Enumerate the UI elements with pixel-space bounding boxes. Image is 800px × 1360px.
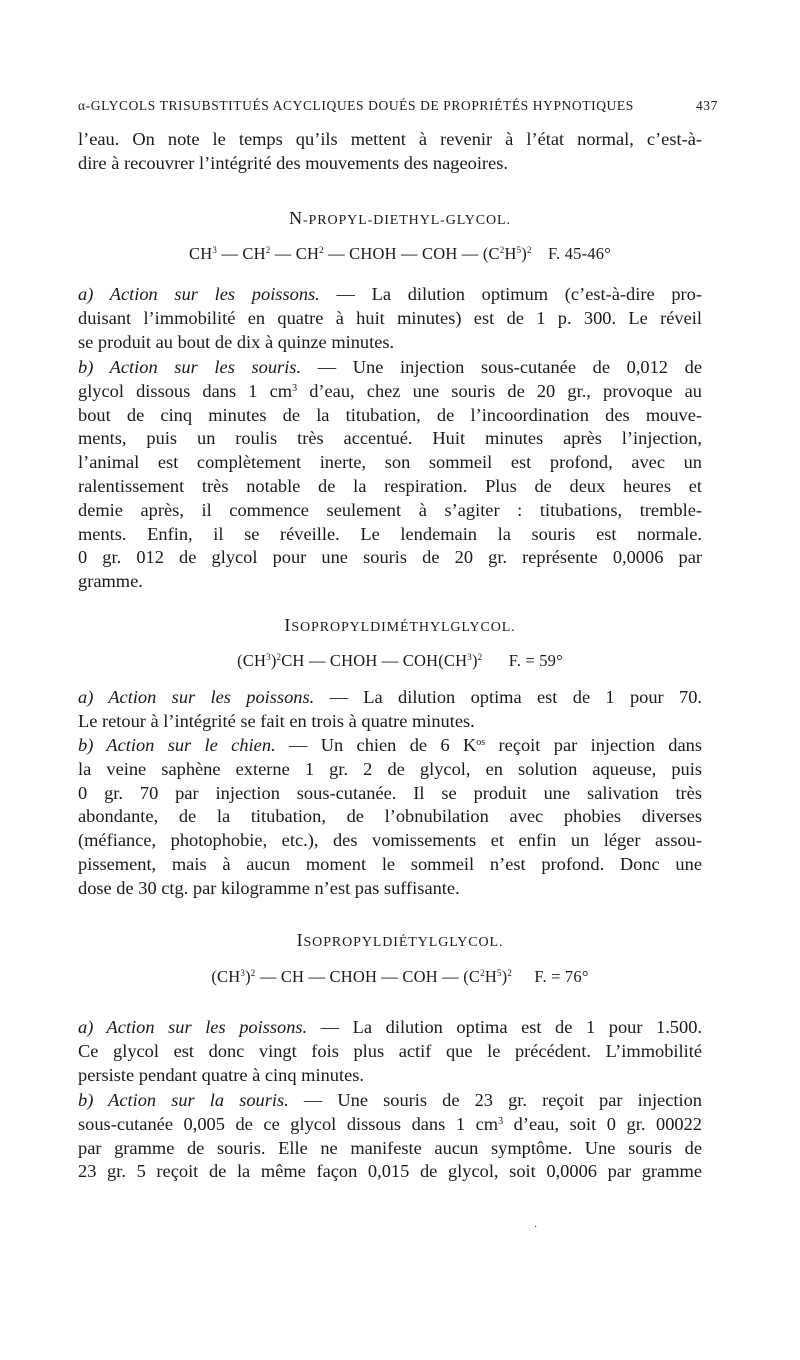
paragraph-fish-action-2	[78, 686, 702, 734]
heading-initial: I	[284, 615, 292, 635]
melting-point: F. = 59°	[508, 651, 563, 670]
paragraph-label: a) Action sur les poissons.	[78, 284, 320, 304]
formula-part: (CH	[237, 651, 267, 670]
heading-initial: N	[289, 208, 303, 228]
formula-isopropyldietylglycol	[0, 967, 800, 987]
superscript: os	[476, 737, 486, 748]
text-line: duisant l’immobilité en quatre à huit minutes) est de 1 p. 300. Le réveil	[78, 307, 702, 328]
formula-part: )	[471, 651, 478, 670]
intro-paragraph	[78, 128, 702, 176]
paragraph-mouse-action-3	[78, 1089, 702, 1184]
melting-point: F. 45-46°	[548, 244, 611, 263]
text-span: — La dilution optima est de 1 pour 1.500.	[307, 1017, 702, 1037]
text-line	[78, 356, 702, 380]
paragraph-mouse-action-1	[78, 356, 702, 594]
text-line	[78, 1089, 702, 1113]
superscript: 3	[498, 1115, 504, 1127]
paragraph-fish-action-1	[78, 283, 702, 354]
formula-n-propyl-diethyl-glycol	[0, 244, 800, 264]
print-speck: ·	[534, 1222, 538, 1233]
formula-sup: 3	[240, 968, 246, 978]
formula-sup: 5	[516, 245, 522, 255]
text-line: se produit au bout de dix à quinze minutes.	[78, 331, 395, 352]
formula-part: )	[501, 967, 508, 986]
text-line: dose de 30 ctg. par kilogramme n’est pas suffisante.	[78, 877, 460, 898]
formula-part: )	[245, 967, 251, 986]
text-line: gramme.	[78, 571, 143, 592]
paragraph-label: b) Action sur la souris.	[78, 1090, 289, 1110]
text-span: glycol dissous dans 1 cm	[78, 380, 293, 401]
formula-sup: 3	[467, 652, 472, 662]
text-span: — Une injection sous-cutanée de 0,012 de	[301, 357, 702, 377]
text-line: Ce glycol est donc vingt fois plus actif que le précédent. L’immobilité	[78, 1040, 702, 1061]
text-span: — La dilution optimum (c’est-à-dire pro-	[319, 284, 703, 304]
text-line: bout de cinq minutes de la titubation, de l’incoordination des mouve-	[78, 404, 702, 425]
formula-sup: 2	[526, 245, 532, 255]
formula-sup: 2	[250, 968, 256, 978]
text-line: dire à recouvrer l’intégrité des mouvements des nageoires.	[78, 152, 508, 173]
text-span: reçoit par injection dans	[485, 735, 703, 755]
text-line: ments, puis un roulis très accentué. Huit minutes après l’injection,	[78, 428, 702, 449]
text-line: Le retour à l’intégrité se fait en trois à quatre minutes.	[78, 710, 475, 731]
formula-sup: 2	[319, 245, 324, 255]
paragraph-dog-action	[78, 734, 702, 901]
melting-point: F. = 76°	[534, 967, 589, 986]
text-line: (méfiance, photophobie, etc.), des vomissements et enfin un léger assou-	[78, 830, 702, 851]
text-line: ments. Enfin, il se réveille. Le lendemain la souris est normale.	[78, 523, 702, 544]
text-line: abondante, de la titubation, de l’obnubilation avec phobies diverses	[78, 806, 702, 827]
section-heading-n-propyl-diethyl-glycol	[0, 208, 800, 229]
text-line: l’eau. On note le temps qu’ils mettent à revenir à l’état normal, c’est-à-	[78, 129, 702, 149]
formula-part: CH — CHOH — COH(CH	[281, 651, 468, 670]
text-span: — Une souris de 23 gr. reçoit par injection	[288, 1090, 702, 1110]
formula-sup: 2	[477, 652, 483, 662]
paragraph-label: a) Action sur les poissons.	[78, 1017, 308, 1037]
formula-sup: 2	[480, 968, 485, 978]
formula-part: — CH	[270, 244, 320, 263]
text-line: 23 gr. 5 reçoit de la même façon 0,015 de glycol, soit 0,0006 par gramme	[78, 1161, 702, 1182]
formula-sup: 2	[507, 968, 513, 978]
text-line	[78, 1113, 702, 1137]
formula-part: CH	[189, 244, 213, 263]
heading-rest: -PROPYL-DIETHYL-GLYCOL.	[303, 213, 511, 228]
page-number: 437	[695, 98, 718, 113]
section-heading-isopropyldimethylglycol	[0, 615, 800, 636]
text-line	[78, 380, 702, 404]
text-line	[78, 1016, 702, 1040]
formula-sup: 2	[499, 245, 505, 255]
section-heading-isopropyldietylglycol	[0, 930, 800, 951]
text-span: d’eau, soit 0 gr. 00022	[503, 1113, 702, 1134]
text-line	[78, 734, 702, 758]
formula-sup: 2	[276, 652, 282, 662]
text-line: 0 gr. 012 de glycol pour une souris de 20 gr. représente 0,0006 par	[78, 547, 702, 568]
text-line	[78, 283, 702, 307]
formula-sup: 3	[266, 652, 271, 662]
paragraph-label: a) Action sur les poissons.	[78, 687, 315, 707]
paragraph-label: b) Action sur le chien.	[78, 735, 276, 755]
heading-rest: SOPROPYLDIMÉTHYLGLYCOL.	[291, 620, 516, 635]
paragraph-fish-action-3	[78, 1016, 702, 1087]
text-span: d’eau, chez une souris de 20 gr., provoque au	[297, 380, 702, 401]
text-line: pissement, mais à aucun moment le sommeil n’est profond. Donc une	[78, 853, 702, 874]
superscript: 3	[292, 382, 298, 394]
formula-sup: 5	[496, 968, 502, 978]
running-head	[78, 98, 718, 114]
formula-sup: 2	[265, 245, 271, 255]
running-head-title: α-GLYCOLS TRISUBSTITUÉS ACYCLIQUES DOUÉS DE PROPRIÉTÉS HYPNOTIQUES	[78, 98, 634, 113]
text-line	[78, 686, 702, 710]
formula-part: — CH	[217, 244, 266, 263]
heading-initial: I	[296, 930, 304, 950]
formula-part: (CH	[211, 967, 241, 986]
text-line: par gramme de souris. Elle ne manifeste aucun symptôme. Une souris de	[78, 1137, 702, 1158]
text-line: ralentissement très notable de la respiration. Plus de deux heures et	[78, 475, 702, 496]
text-line: 0 gr. 70 par injection sous-cutanée. Il se produit une salivation très	[78, 782, 702, 803]
paragraph-label: b) Action sur les souris.	[78, 357, 302, 377]
text-span: sous-cutanée 0,005 de ce glycol dissous dans 1 cm	[78, 1113, 499, 1134]
text-span: — Un chien de 6 K	[275, 735, 477, 755]
formula-part: )	[521, 244, 527, 263]
formula-sup: 3	[212, 245, 218, 255]
formula-part: H	[484, 967, 497, 986]
text-line: l’animal est complètement inerte, son sommeil est profond, avec un	[78, 452, 702, 473]
text-line: la veine saphène externe 1 gr. 2 de glycol, en solution aqueuse, puis	[78, 758, 702, 779]
formula-part: H	[504, 244, 517, 263]
formula-part: )	[270, 651, 277, 670]
formula-isopropyldimethylglycol	[0, 651, 800, 671]
text-line: demie après, il commence seulement à s’agiter : titubations, tremble-	[78, 499, 702, 520]
text-line: persiste pendant quatre à cinq minutes.	[78, 1064, 364, 1085]
formula-part: — CH — CHOH — COH — (C	[255, 967, 481, 986]
formula-part: — CHOH — COH — (C	[323, 244, 500, 263]
text-span: — La dilution optima est de 1 pour 70.	[314, 687, 702, 707]
heading-rest: SOPROPYLDIÉTYLGLYCOL.	[303, 935, 504, 950]
